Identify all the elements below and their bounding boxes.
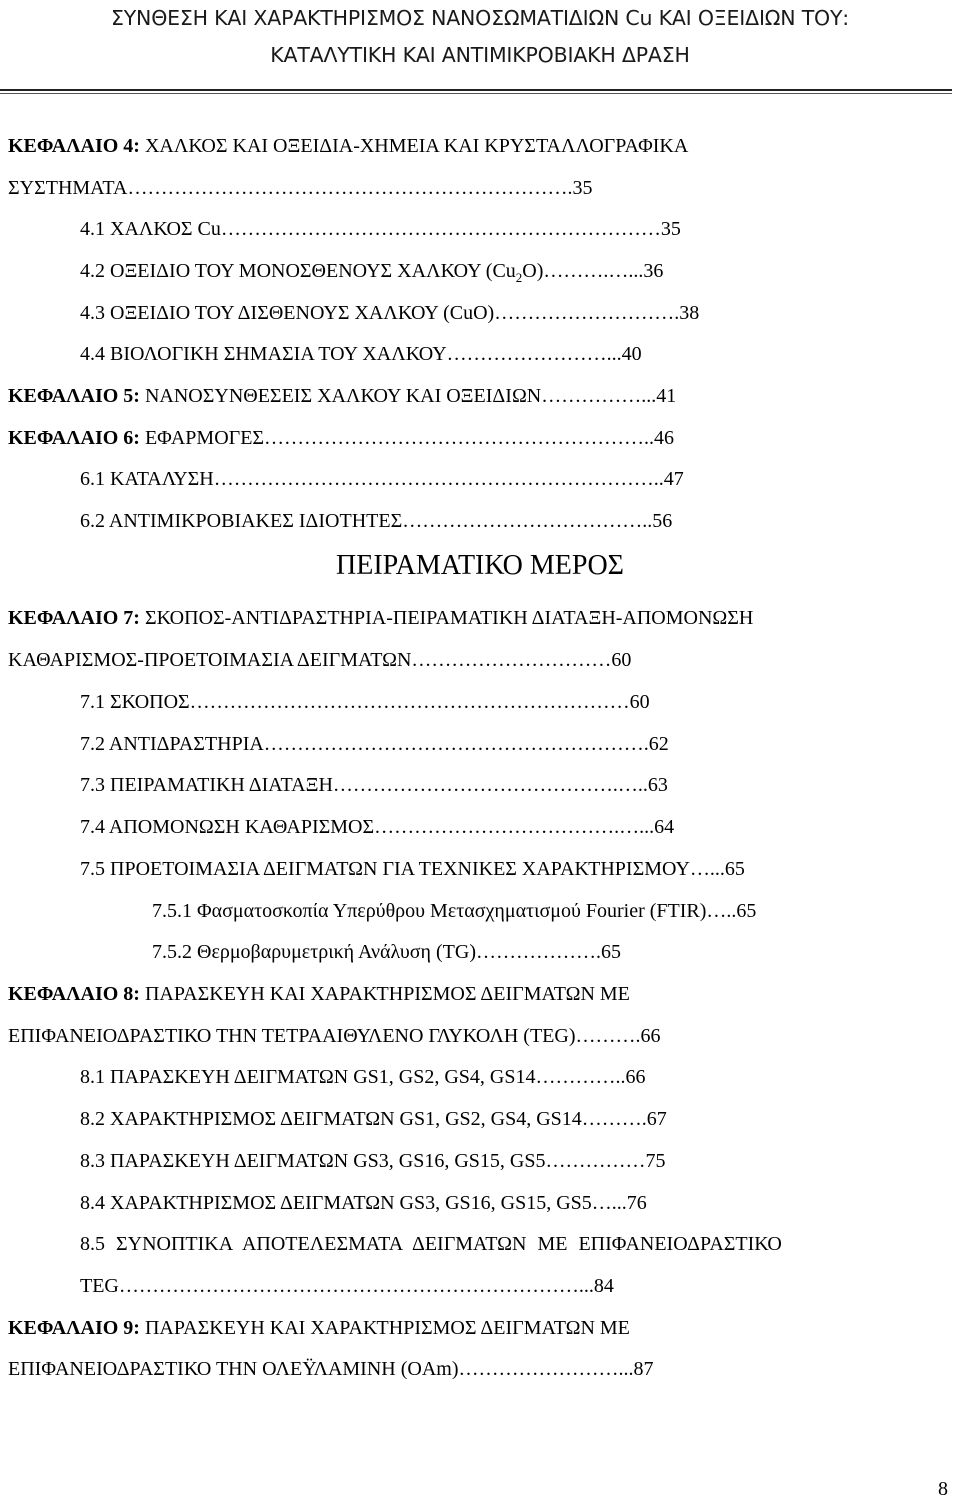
subscript: 2: [515, 270, 523, 285]
toc-chapter-6: [8, 426, 674, 450]
toc-section-4-2: [80, 259, 663, 290]
toc-section-7-5: 7.5 ΠΡΟΕΤΟΙΜΑΣΙΑ ΔΕΙΓΜΑΤΩΝ ΓΙΑ ΤΕΧΝΙΚΕΣ ΧΑΡΑΚΤΗΡΙΣΜΟΥ…...65: [80, 858, 745, 880]
toc-section-7-5-2: 7.5.2 Θερμοβαρυμετρική Ανάλυση (TG)……………….65: [152, 941, 621, 963]
toc-section-8-5: 8.5 ΣΥΝΟΠΤΙΚΑ ΑΠΟΤΕΛΕΣΜΑΤΑ ΔΕΙΓΜΑΤΩΝ ΜΕ ΕΠΙΦΑΝΕΙΟΔΡΑΣΤΙΚΟ: [80, 1233, 782, 1255]
header-line-2: ΚΑΤΑΛΥΤΙΚΗ ΚΑΙ ΑΝΤΙΜΙΚΡΟΒΙΑΚΗ ΔΡΑΣΗ: [270, 43, 690, 67]
toc-chapter-4-cont: ΣΥΣΤΗΜΑΤΑ………………………………………………………….35: [8, 177, 593, 199]
chapter-title: ΠΑΡΑΣΚΕΥΗ ΚΑΙ ΧΑΡΑΚΤΗΡΙΣΜΟΣ ΔΕΙΓΜΑΤΩΝ ΜΕ: [139, 983, 630, 1005]
chapter-title: ΝΑΝΟΣΥΝΘΕΣΕΙΣ ΧΑΛΚΟΥ ΚΑΙ ΟΞΕΙΔΙΩΝ……………...41: [139, 385, 677, 407]
chapter-label: ΚΕΦΑΛΑΙΟ 4:: [8, 135, 140, 157]
toc-section-6-1: 6.1 ΚΑΤΑΛΥΣΗ…………………………………………………………..47: [80, 468, 684, 490]
header-line-1: ΣΥΝΘΕΣΗ ΚΑΙ ΧΑΡΑΚΤΗΡΙΣΜΟΣ ΝΑΝΟΣΩΜΑΤΙΔΙΩΝ Cu ΚΑΙ ΟΞΕΙΔΙΩΝ ΤΟΥ:: [110, 6, 850, 30]
part-heading: ΠΕΙΡΑΜΑΤΙΚΟ ΜΕΡΟΣ: [336, 550, 624, 581]
toc-section-8-3: 8.3 ΠΑΡΑΣΚΕΥΗ ΔΕΙΓΜΑΤΩΝ GS3, GS16, GS15, GS5……………75: [80, 1150, 666, 1172]
toc-chapter-7-cont: ΚΑΘΑΡΙΣΜΟΣ-ΠΡΟΕΤΟΙΜΑΣΙΑ ΔΕΙΓΜΑΤΩΝ…………………………60: [8, 649, 632, 671]
toc-chapter-7: [8, 606, 753, 630]
chapter-title: ΠΑΡΑΣΚΕΥΗ ΚΑΙ ΧΑΡΑΚΤΗΡΙΣΜΟΣ ΔΕΙΓΜΑΤΩΝ ΜΕ: [139, 1317, 630, 1339]
toc-section-7-2: 7.2 ΑΝΤΙΔΡΑΣΤΗΡΙΑ………………………………………………….62: [80, 733, 669, 755]
chapter-label: ΚΕΦΑΛΑΙΟ 8:: [8, 983, 140, 1005]
section-text: 4.2 ΟΞΕΙΔΙΟ ΤΟΥ ΜΟΝΟΣΘΕΝΟΥΣ ΧΑΛΚΟΥ (Cu: [80, 260, 516, 282]
chapter-label: ΚΕΦΑΛΑΙΟ 9:: [8, 1317, 140, 1339]
chapter-label: ΚΕΦΑΛΑΙΟ 5:: [8, 385, 140, 407]
toc-chapter-9: [8, 1316, 630, 1340]
toc-chapter-8: [8, 982, 630, 1006]
chapter-title: ΧΑΛΚΟΣ ΚΑΙ ΟΞΕΙΔΙΑ-ΧΗΜΕΙΑ ΚΑΙ ΚΡΥΣΤΑΛΛΟΓΡΑΦΙΚΑ: [139, 135, 689, 157]
toc-section-7-1: 7.1 ΣΚΟΠΟΣ…………………………………………………………60: [80, 691, 650, 713]
toc-section-8-2: 8.2 ΧΑΡΑΚΤΗΡΙΣΜΟΣ ΔΕΙΓΜΑΤΩΝ GS1, GS2, GS4, GS14……….67: [80, 1108, 667, 1130]
toc-chapter-4: [8, 134, 688, 158]
toc-section-4-4: 4.4 ΒΙΟΛΟΓΙΚΗ ΣΗΜΑΣΙΑ ΤΟΥ ΧΑΛΚΟΥ……………………...40: [80, 343, 642, 365]
toc-section-6-2: 6.2 ΑΝΤΙΜΙΚΡΟΒΙΑΚΕΣ ΙΔΙΟΤΗΤΕΣ………………………………..56: [80, 510, 673, 532]
section-text-end: O)……….…...36: [522, 260, 664, 282]
chapter-label: ΚΕΦΑΛΑΙΟ 6:: [8, 427, 140, 449]
page-number: 8: [938, 1478, 948, 1500]
toc-chapter-8-cont: ΕΠΙΦΑΝΕΙΟΔΡΑΣΤΙΚΟ ΤΗΝ ΤΕΤΡΑΑΙΘΥΛΕΝΟ ΓΛΥΚΟΛΗ (TEG)……….66: [8, 1025, 661, 1047]
toc-chapter-9-cont: ΕΠΙΦΑΝΕΙΟΔΡΑΣΤΙΚΟ ΤΗΝ ΟΛΕΫΛΑΜΙΝΗ (OAm)……………………...87: [8, 1358, 654, 1380]
toc-section-8-1: 8.1 ΠΑΡΑΣΚΕΥΗ ΔΕΙΓΜΑΤΩΝ GS1, GS2, GS4, GS14…………..66: [80, 1066, 646, 1088]
toc-section-8-4: 8.4 ΧΑΡΑΚΤΗΡΙΣΜΟΣ ΔΕΙΓΜΑΤΩΝ GS3, GS16, GS15, GS5…...76: [80, 1192, 647, 1214]
chapter-title: ΣΚΟΠΟΣ-ΑΝΤΙΔΡΑΣΤΗΡΙΑ-ΠΕΙΡΑΜΑΤΙΚΗ ΔΙΑΤΑΞΗ-ΑΠΟΜΟΝΩΣΗ: [139, 607, 754, 629]
toc-chapter-5: [8, 384, 676, 408]
toc-section-7-3: 7.3 ΠΕΙΡΑΜΑΤΙΚΗ ΔΙΑΤΑΞΗ…………………………………….…..63: [80, 774, 668, 796]
chapter-label: ΚΕΦΑΛΑΙΟ 7:: [8, 607, 140, 629]
toc-section-4-3: 4.3 ΟΞΕΙΔΙΟ ΤΟΥ ΔΙΣΘΕΝΟΥΣ ΧΑΛΚΟΥ (CuO)……………………….38: [80, 302, 700, 324]
header-rule: [0, 89, 952, 91]
running-header: [0, 0, 960, 74]
toc-section-7-4: 7.4 ΑΠΟΜΟΝΩΣΗ ΚΑΘΑΡΙΣΜΟΣ……………………………….…...64: [80, 816, 675, 838]
header-rule-thin: [0, 93, 952, 94]
toc-section-4-1: 4.1 ΧΑΛΚΟΣ Cu…………………………………………………………35: [80, 218, 681, 240]
chapter-title: ΕΦΑΡΜΟΓΕΣ…………………………………………………..46: [139, 427, 675, 449]
toc-section-8-5-cont: TEG……………………………………………………………...84: [80, 1275, 614, 1297]
toc-section-7-5-1: 7.5.1 Φασματοσκοπία Υπερύθρου Μετασχηματισμού Fourier (FTIR)…..65: [152, 900, 757, 922]
